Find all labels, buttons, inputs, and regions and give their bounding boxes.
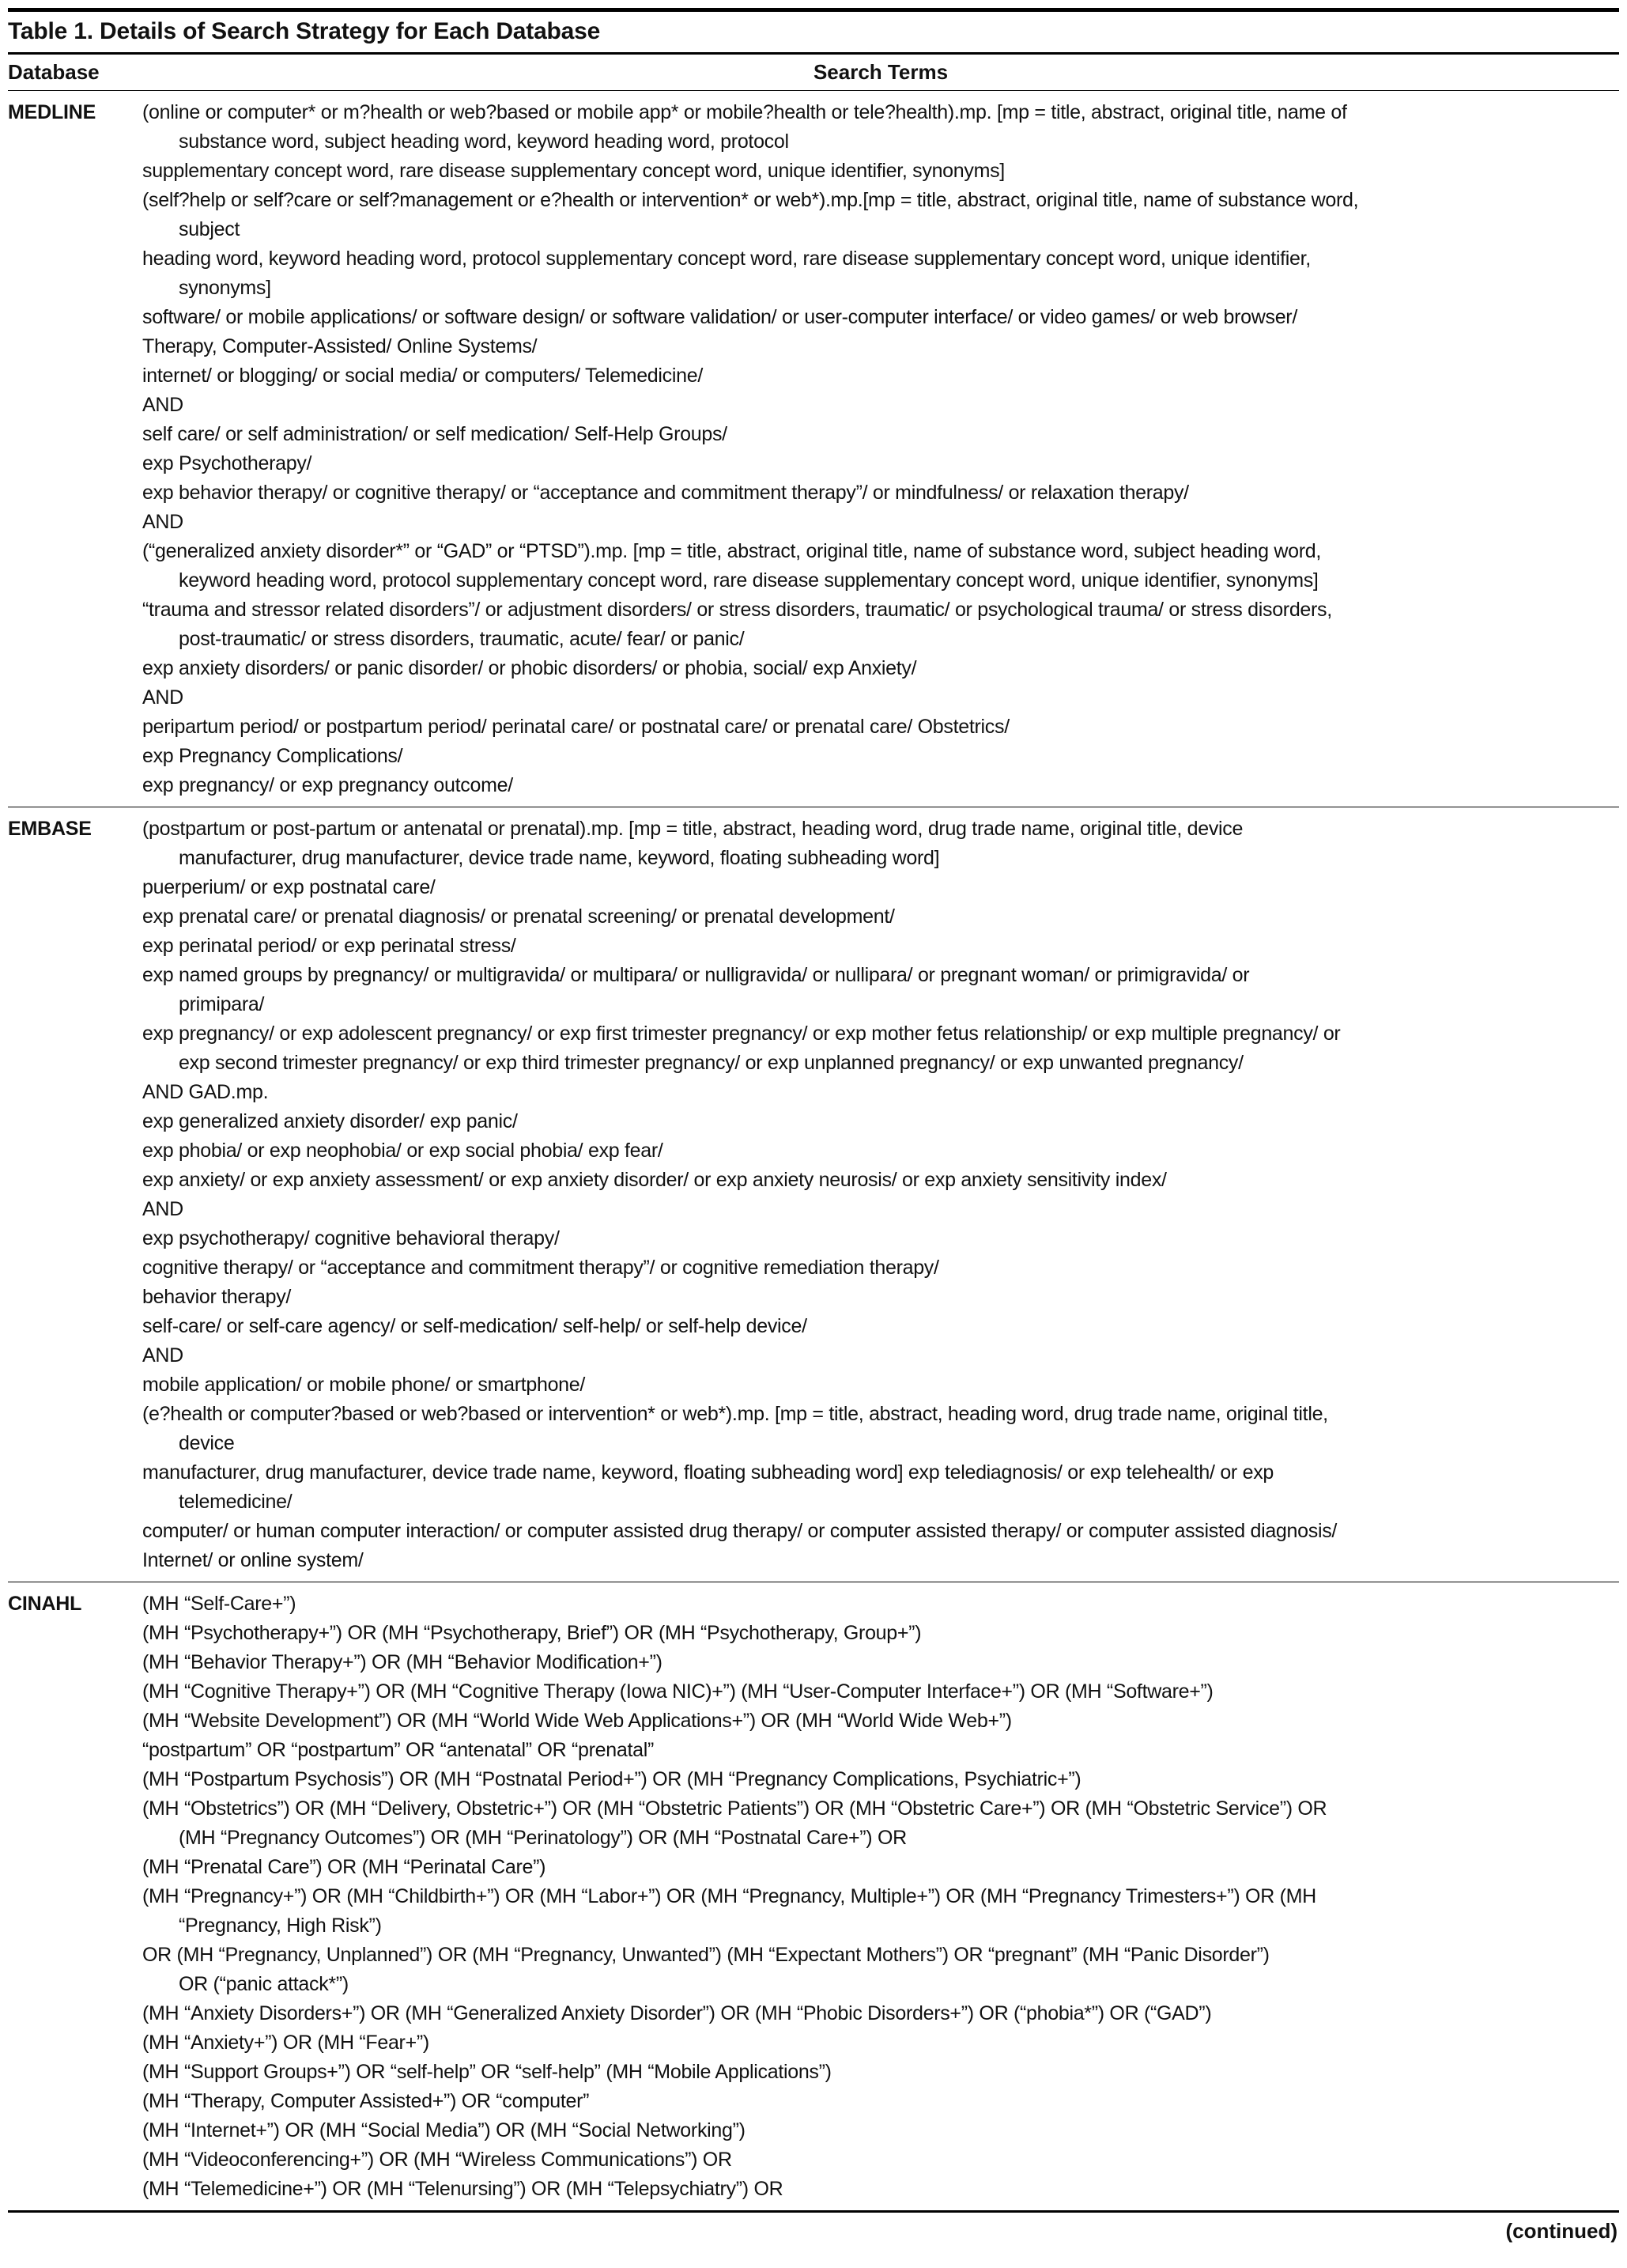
search-term-line: primipara/ xyxy=(179,993,265,1015)
search-term-line: self care/ or self administration/ or self medication/ Self-Help Groups/ xyxy=(142,423,727,445)
search-term-line: (MH “Obstetrics”) OR (MH “Delivery, Obstetric+”) OR (MH “Obstetric Patients”) OR (MH “Obstetric Care+”) OR (MH “Obstetric Service”) OR xyxy=(142,1797,1327,1820)
search-term-line: keyword heading word, protocol supplementary concept word, rare disease supplementary concept word, unique identifier, synonyms] xyxy=(179,569,1319,592)
search-term-line: “trauma and stressor related disorders”/ or adjustment disorders/ or stress disorders, traumatic/ or psychological trauma/ or stress disorders, xyxy=(142,599,1332,621)
search-term-line: (MH “Anxiety Disorders+”) OR (MH “Generalized Anxiety Disorder”) OR (MH “Phobic Disorders+”) OR (“phobia*”) OR (“GAD”) xyxy=(142,2002,1212,2024)
search-term-line: OR (“panic attack*”) xyxy=(179,1973,349,1995)
database-name: EMBASE xyxy=(8,818,92,840)
search-term-line: AND xyxy=(142,1198,183,1220)
search-term-line: exp generalized anxiety disorder/ exp panic/ xyxy=(142,1110,518,1132)
search-term-line: (MH “Prenatal Care”) OR (MH “Perinatal Care”) xyxy=(142,1856,546,1878)
search-term-line: telemedicine/ xyxy=(179,1491,293,1513)
search-term-line: (MH “Support Groups+”) OR “self-help” OR “self-help” (MH “Mobile Applications”) xyxy=(142,2061,832,2083)
search-term-line: AND xyxy=(142,511,183,533)
database-section-embase xyxy=(8,807,1619,1582)
search-term-line: AND GAD.mp. xyxy=(142,1081,269,1103)
search-term-line: device xyxy=(179,1432,235,1454)
search-term-line: behavior therapy/ xyxy=(142,1286,292,1308)
search-term-line: post-traumatic/ or stress disorders, traumatic, acute/ fear/ or panic/ xyxy=(179,628,745,650)
search-term-line: “Pregnancy, High Risk”) xyxy=(179,1915,382,1937)
search-term-line: exp psychotherapy/ cognitive behavioral therapy/ xyxy=(142,1227,560,1249)
search-term-line: “postpartum” OR “postpartum” OR “antenatal” OR “prenatal” xyxy=(142,1739,655,1761)
search-term-line: synonyms] xyxy=(179,277,271,299)
search-term-line: (e?health or computer?based or web?based or intervention* or web*).mp. [mp = title, abstract, heading word, drug trade name, original title, xyxy=(142,1403,1328,1425)
search-term-line: substance word, subject heading word, keyword heading word, protocol xyxy=(179,130,789,153)
search-term-line: (MH “Pregnancy+”) OR (MH “Childbirth+”) OR (MH “Labor+”) OR (MH “Pregnancy, Multiple+”) OR (MH “Pregnancy Trimesters+”) OR (MH xyxy=(142,1885,1316,1907)
table-title: Table 1. Details of Search Strategy for Each Database xyxy=(8,18,601,44)
search-term-line: computer/ or human computer interaction/ or computer assisted drug therapy/ or computer assisted therapy/ or computer assisted diagnosis/ xyxy=(142,1520,1338,1542)
search-term-line: subject xyxy=(179,218,240,240)
search-term-line: (“generalized anxiety disorder*” or “GAD” or “PTSD”).mp. [mp = title, abstract, original title, name of substance word, subject heading word, xyxy=(142,540,1321,562)
search-terms-cell xyxy=(142,1589,1619,2204)
database-name: CINAHL xyxy=(8,1593,82,1615)
table-body xyxy=(8,91,1619,2210)
search-terms-cell xyxy=(142,815,1619,1575)
search-term-line: exp anxiety/ or exp anxiety assessment/ or exp anxiety disorder/ or exp anxiety neurosis/ or exp anxiety sensitivity index/ xyxy=(142,1169,1167,1191)
search-term-line: exp perinatal period/ or exp perinatal stress/ xyxy=(142,935,516,957)
search-term-line: exp named groups by pregnancy/ or multigravida/ or multipara/ or nulligravida/ or nullipara/ or pregnant woman/ or primigravida/ or xyxy=(142,964,1250,986)
search-term-line: (MH “Pregnancy Outcomes”) OR (MH “Perinatology”) OR (MH “Postnatal Care+”) OR xyxy=(179,1827,907,1849)
search-term-line: (MH “Videoconferencing+”) OR (MH “Wireless Communications”) OR xyxy=(142,2149,732,2171)
continued-note: (continued) xyxy=(1505,2219,1618,2243)
search-term-line: OR (MH “Pregnancy, Unplanned”) OR (MH “Pregnancy, Unwanted”) (MH “Expectant Mothers”) OR “pregnant” (MH “Panic Disorder”) xyxy=(142,1944,1270,1966)
search-term-line: (online or computer* or m?health or web?based or mobile app* or mobile?health or tele?health).mp. [mp = title, abstract, original title, name of xyxy=(142,101,1347,123)
search-term-line: self-care/ or self-care agency/ or self-medication/ self-help/ or self-help device/ xyxy=(142,1315,807,1337)
search-term-line: (MH “Internet+”) OR (MH “Social Media”) OR (MH “Social Networking”) xyxy=(142,2119,746,2141)
search-term-line: (self?help or self?care or self?management or e?health or intervention* or web*).mp.[mp = title, abstract, original title, name of substance word, xyxy=(142,189,1359,211)
search-term-line: mobile application/ or mobile phone/ or smartphone/ xyxy=(142,1374,586,1396)
search-term-line: exp pregnancy/ or exp pregnancy outcome/ xyxy=(142,774,513,796)
search-term-line: manufacturer, drug manufacturer, device trade name, keyword, floating subheading word] exp telediagnosis/ or exp telehealth/ or exp xyxy=(142,1461,1274,1484)
database-section-cinahl xyxy=(8,1582,1619,2210)
search-term-line: (MH “Website Development”) OR (MH “World Wide Web Applications+”) OR (MH “World Wide Web+”) xyxy=(142,1710,1012,1732)
search-term-line: cognitive therapy/ or “acceptance and commitment therapy”/ or cognitive remediation therapy/ xyxy=(142,1257,939,1279)
search-term-line: supplementary concept word, rare disease supplementary concept word, unique identifier, synonyms] xyxy=(142,160,1005,182)
search-term-line: exp pregnancy/ or exp adolescent pregnancy/ or exp first trimester pregnancy/ or exp mother fetus relationship/ or exp multiple pregnancy/ or xyxy=(142,1022,1341,1045)
search-term-line: Internet/ or online system/ xyxy=(142,1549,364,1571)
search-term-line: (MH “Self-Care+”) xyxy=(142,1593,296,1615)
search-term-line: Therapy, Computer-Assisted/ Online Systems/ xyxy=(142,335,538,357)
search-term-line: (MH “Psychotherapy+”) OR (MH “Psychotherapy, Brief”) OR (MH “Psychotherapy, Group+”) xyxy=(142,1622,922,1644)
search-term-line: (MH “Cognitive Therapy+”) OR (MH “Cognitive Therapy (Iowa NIC)+”) (MH “User-Computer Interface+”) OR (MH “Software+”) xyxy=(142,1680,1214,1703)
search-term-line: puerperium/ or exp postnatal care/ xyxy=(142,876,436,898)
database-section-medline xyxy=(8,91,1619,807)
search-term-line: AND xyxy=(142,1344,183,1366)
search-term-line: (MH “Telemedicine+”) OR (MH “Telenursing”) OR (MH “Telepsychiatry”) OR xyxy=(142,2178,783,2200)
search-term-line: internet/ or blogging/ or social media/ or computers/ Telemedicine/ xyxy=(142,365,703,387)
search-term-line: peripartum period/ or postpartum period/ perinatal care/ or postnatal care/ or prenatal care/ Obstetrics/ xyxy=(142,716,1010,738)
table-header-row xyxy=(8,55,1619,90)
search-term-line: AND xyxy=(142,394,183,416)
search-term-line: heading word, keyword heading word, protocol supplementary concept word, rare disease supplementary concept word, unique identifier, xyxy=(142,248,1311,270)
search-term-line: exp phobia/ or exp neophobia/ or exp social phobia/ exp fear/ xyxy=(142,1140,663,1162)
search-term-line: (MH “Postpartum Psychosis”) OR (MH “Postnatal Period+”) OR (MH “Pregnancy Complications, Psychiatric+”) xyxy=(142,1768,1082,1790)
search-term-line: (MH “Anxiety+”) OR (MH “Fear+”) xyxy=(142,2032,429,2054)
database-name: MEDLINE xyxy=(8,101,96,123)
search-terms-cell xyxy=(142,98,1619,800)
search-term-line: exp Pregnancy Complications/ xyxy=(142,745,403,767)
search-term-line: manufacturer, drug manufacturer, device trade name, keyword, floating subheading word] xyxy=(179,847,940,869)
search-term-line: (MH “Behavior Therapy+”) OR (MH “Behavior Modification+”) xyxy=(142,1651,663,1673)
search-term-line: (postpartum or post-partum or antenatal or prenatal).mp. [mp = title, abstract, heading word, drug trade name, original title, device xyxy=(142,818,1244,840)
search-term-line: exp behavior therapy/ or cognitive therapy/ or “acceptance and commitment therapy”/ or mindfulness/ or relaxation therapy/ xyxy=(142,482,1189,504)
column-header-search-terms: Search Terms xyxy=(813,60,949,84)
search-term-line: exp second trimester pregnancy/ or exp third trimester pregnancy/ or exp unplanned pregnancy/ or exp unwanted pregnancy/ xyxy=(179,1052,1244,1074)
search-term-line: software/ or mobile applications/ or software design/ or software validation/ or user-computer interface/ or video games/ or web browser/ xyxy=(142,306,1297,328)
search-term-line: exp prenatal care/ or prenatal diagnosis/ or prenatal screening/ or prenatal development/ xyxy=(142,905,895,928)
search-term-line: AND xyxy=(142,686,183,709)
search-term-line: exp anxiety disorders/ or panic disorder/ or phobic disorders/ or phobia, social/ exp Anxiety/ xyxy=(142,657,917,679)
search-term-line: exp Psychotherapy/ xyxy=(142,452,312,474)
search-term-line: (MH “Therapy, Computer Assisted+”) OR “computer” xyxy=(142,2090,590,2112)
column-header-database: Database xyxy=(8,60,100,84)
